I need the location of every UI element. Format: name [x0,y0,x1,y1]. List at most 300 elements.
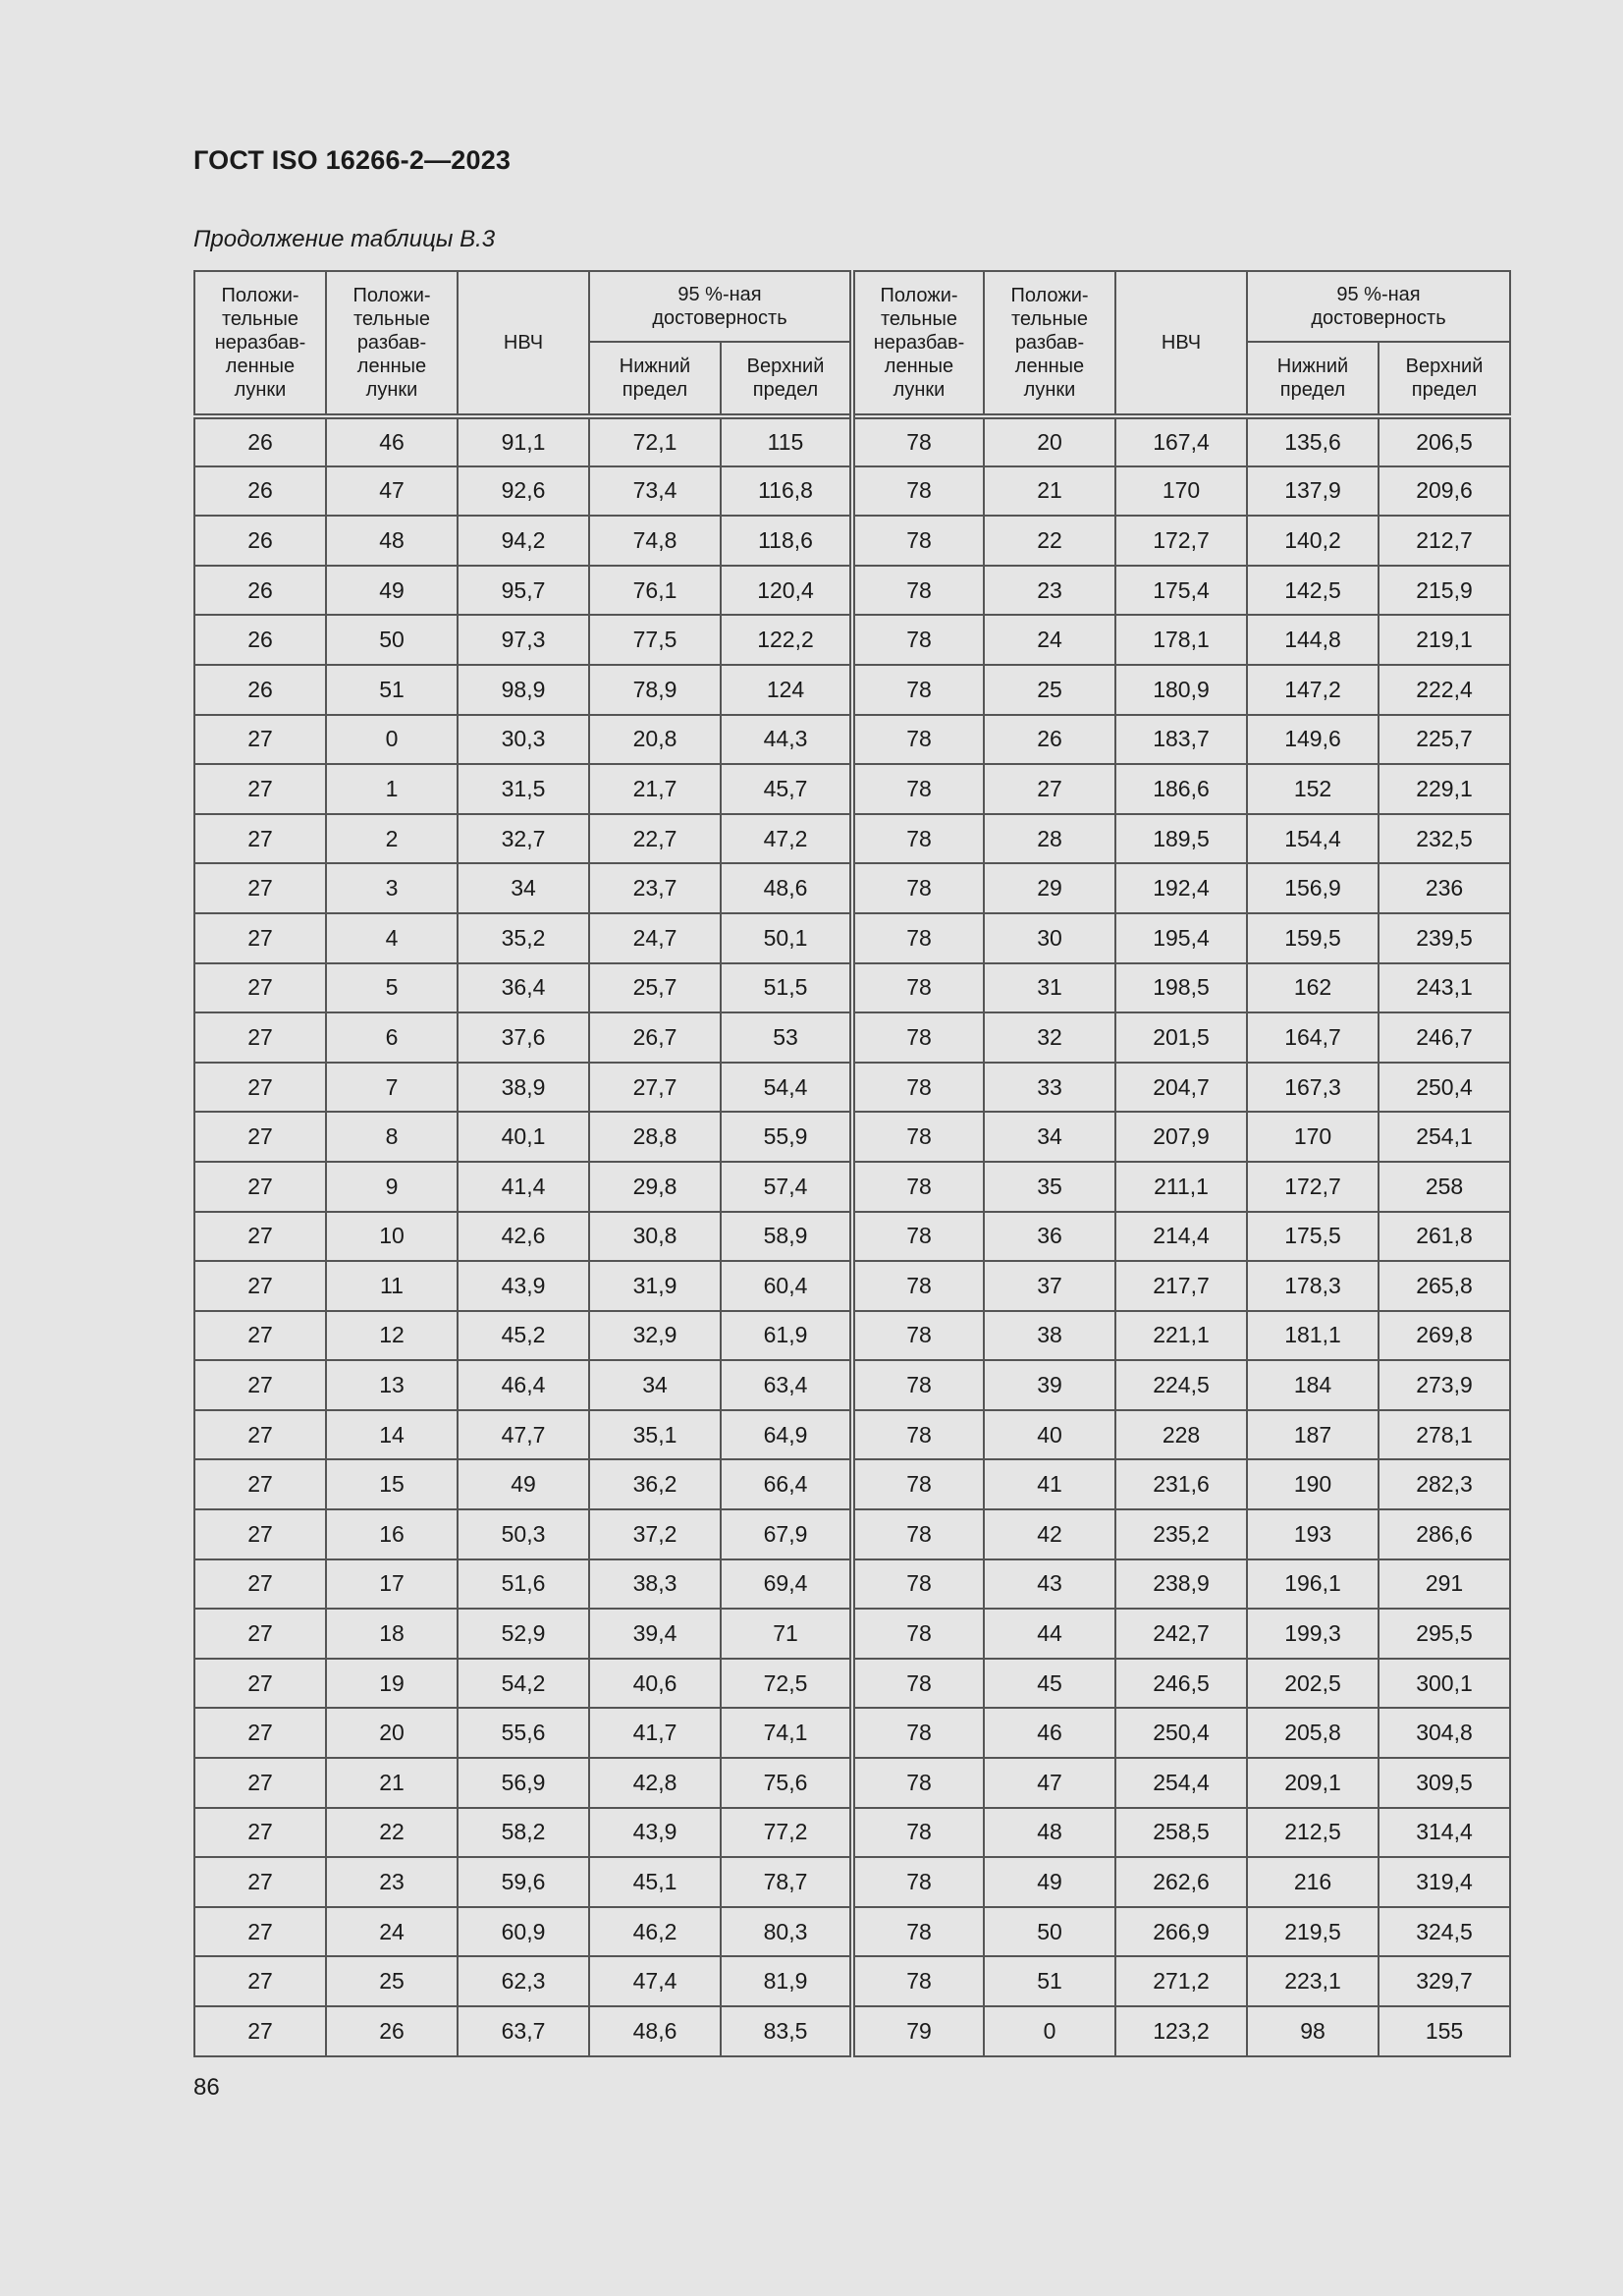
cell-right-lower: 172,7 [1247,1162,1379,1212]
cell-left-mpn: 42,6 [458,1212,589,1262]
cell-left-mpn: 56,9 [458,1758,589,1808]
cell-left-mpn: 58,2 [458,1808,589,1858]
cell-right-diluted: 21 [984,466,1115,517]
cell-right-lower: 178,3 [1247,1261,1379,1311]
cell-left-mpn: 98,9 [458,665,589,715]
cell-left-mpn: 59,6 [458,1857,589,1907]
cell-left-lower: 43,9 [589,1808,721,1858]
cell-left-mpn: 55,6 [458,1708,589,1758]
cell-left-diluted: 0 [326,715,458,765]
cell-right-lower: 156,9 [1247,863,1379,913]
cell-right-lower: 175,5 [1247,1212,1379,1262]
cell-left-lower: 41,7 [589,1708,721,1758]
cell-left-undiluted: 27 [194,1956,326,2006]
table-row [194,1162,1510,1212]
cell-right-lower: 152 [1247,764,1379,814]
cell-right-undiluted: 78 [852,1758,984,1808]
cell-left-diluted: 15 [326,1459,458,1509]
cell-right-mpn: 214,4 [1115,1212,1247,1262]
cell-left-diluted: 48 [326,516,458,566]
cell-right-diluted: 24 [984,615,1115,665]
cell-right-mpn: 235,2 [1115,1509,1247,1559]
header-mpn: НВЧ [458,271,589,416]
cell-left-upper: 69,4 [721,1559,852,1610]
cell-left-diluted: 6 [326,1012,458,1063]
table-row [194,1559,1510,1610]
cell-left-lower: 39,4 [589,1609,721,1659]
cell-left-undiluted: 27 [194,1112,326,1162]
cell-left-diluted: 16 [326,1509,458,1559]
cell-left-upper: 74,1 [721,1708,852,1758]
cell-left-lower: 32,9 [589,1311,721,1361]
cell-right-mpn: 198,5 [1115,963,1247,1013]
cell-right-lower: 190 [1247,1459,1379,1509]
table-row [194,1659,1510,1709]
cell-right-upper: 254,1 [1379,1112,1510,1162]
cell-right-upper: 246,7 [1379,1012,1510,1063]
cell-left-lower: 24,7 [589,913,721,963]
cell-right-lower: 170 [1247,1112,1379,1162]
cell-right-diluted: 43 [984,1559,1115,1610]
cell-left-mpn: 95,7 [458,566,589,616]
cell-right-lower: 142,5 [1247,566,1379,616]
cell-left-lower: 37,2 [589,1509,721,1559]
cell-left-mpn: 37,6 [458,1012,589,1063]
cell-left-lower: 42,8 [589,1758,721,1808]
cell-right-mpn: 204,7 [1115,1063,1247,1113]
header-lower-limit: Нижний предел [589,342,721,416]
cell-left-lower: 25,7 [589,963,721,1013]
cell-right-undiluted: 78 [852,1956,984,2006]
cell-left-upper: 78,7 [721,1857,852,1907]
cell-left-undiluted: 27 [194,1063,326,1113]
table-row [194,1857,1510,1907]
table-row [194,1063,1510,1113]
cell-left-mpn: 63,7 [458,2006,589,2056]
cell-left-undiluted: 27 [194,1311,326,1361]
cell-left-undiluted: 27 [194,1659,326,1709]
cell-right-mpn: 123,2 [1115,2006,1247,2056]
cell-right-upper: 269,8 [1379,1311,1510,1361]
cell-left-diluted: 18 [326,1609,458,1659]
cell-right-lower: 193 [1247,1509,1379,1559]
cell-left-upper: 44,3 [721,715,852,765]
header-confidence-group: 95 %-ная достоверность [589,271,852,342]
cell-right-undiluted: 78 [852,1459,984,1509]
cell-left-lower: 36,2 [589,1459,721,1509]
cell-left-lower: 26,7 [589,1012,721,1063]
table-row [194,1609,1510,1659]
cell-left-upper: 64,9 [721,1410,852,1460]
cell-right-lower: 144,8 [1247,615,1379,665]
cell-left-diluted: 8 [326,1112,458,1162]
cell-left-upper: 58,9 [721,1212,852,1262]
cell-left-mpn: 35,2 [458,913,589,963]
cell-left-diluted: 47 [326,466,458,517]
cell-left-diluted: 11 [326,1261,458,1311]
cell-right-mpn: 217,7 [1115,1261,1247,1311]
cell-left-mpn: 47,7 [458,1410,589,1460]
cell-right-upper: 329,7 [1379,1956,1510,2006]
cell-right-undiluted: 78 [852,1112,984,1162]
cell-right-undiluted: 78 [852,814,984,864]
cell-left-mpn: 40,1 [458,1112,589,1162]
cell-left-undiluted: 26 [194,566,326,616]
cell-left-mpn: 62,3 [458,1956,589,2006]
cell-left-undiluted: 27 [194,913,326,963]
cell-left-undiluted: 27 [194,814,326,864]
data-table [193,270,1511,2057]
cell-right-mpn: 266,9 [1115,1907,1247,1957]
table-row [194,566,1510,616]
cell-left-mpn: 46,4 [458,1360,589,1410]
cell-left-diluted: 24 [326,1907,458,1957]
cell-left-mpn: 43,9 [458,1261,589,1311]
cell-right-undiluted: 78 [852,416,984,466]
cell-left-upper: 80,3 [721,1907,852,1957]
cell-right-upper: 219,1 [1379,615,1510,665]
table-caption: Продолжение таблицы В.3 [193,226,496,252]
cell-right-upper: 265,8 [1379,1261,1510,1311]
cell-right-lower: 187 [1247,1410,1379,1460]
cell-left-undiluted: 27 [194,1708,326,1758]
cell-left-undiluted: 27 [194,1162,326,1212]
cell-left-upper: 54,4 [721,1063,852,1113]
cell-right-mpn: 262,6 [1115,1857,1247,1907]
cell-left-undiluted: 27 [194,1559,326,1610]
cell-right-mpn: 180,9 [1115,665,1247,715]
cell-left-undiluted: 27 [194,963,326,1013]
cell-right-mpn: 258,5 [1115,1808,1247,1858]
cell-right-mpn: 201,5 [1115,1012,1247,1063]
table-row [194,863,1510,913]
header-positive-diluted: Положи- тельные разбав- ленные лунки [326,271,458,416]
cell-right-mpn: 189,5 [1115,814,1247,864]
cell-right-diluted: 48 [984,1808,1115,1858]
header-confidence-group-right: 95 %-ная достоверность [1247,271,1510,342]
cell-right-lower: 137,9 [1247,466,1379,517]
cell-right-upper: 295,5 [1379,1609,1510,1659]
cell-left-upper: 48,6 [721,863,852,913]
cell-left-lower: 23,7 [589,863,721,913]
cell-right-mpn: 195,4 [1115,913,1247,963]
cell-left-mpn: 49 [458,1459,589,1509]
cell-left-diluted: 12 [326,1311,458,1361]
cell-left-diluted: 21 [326,1758,458,1808]
cell-right-undiluted: 78 [852,466,984,517]
cell-left-diluted: 22 [326,1808,458,1858]
cell-left-upper: 51,5 [721,963,852,1013]
cell-left-upper: 75,6 [721,1758,852,1808]
cell-right-mpn: 207,9 [1115,1112,1247,1162]
cell-right-lower: 154,4 [1247,814,1379,864]
cell-right-undiluted: 78 [852,1808,984,1858]
cell-left-lower: 31,9 [589,1261,721,1311]
cell-left-undiluted: 27 [194,764,326,814]
cell-right-undiluted: 78 [852,1857,984,1907]
cell-right-upper: 300,1 [1379,1659,1510,1709]
cell-right-lower: 98 [1247,2006,1379,2056]
cell-left-mpn: 51,6 [458,1559,589,1610]
cell-right-diluted: 47 [984,1758,1115,1808]
cell-right-diluted: 51 [984,1956,1115,2006]
cell-right-lower: 196,1 [1247,1559,1379,1610]
cell-left-undiluted: 27 [194,1459,326,1509]
cell-right-diluted: 25 [984,665,1115,715]
cell-right-undiluted: 78 [852,1012,984,1063]
cell-left-diluted: 23 [326,1857,458,1907]
cell-right-diluted: 45 [984,1659,1115,1709]
table-row [194,516,1510,566]
header-positive-undiluted-right: Положи- тельные неразбав- ленные лунки [852,271,984,416]
cell-right-upper: 155 [1379,2006,1510,2056]
cell-left-upper: 83,5 [721,2006,852,2056]
cell-right-lower: 184 [1247,1360,1379,1410]
cell-left-diluted: 20 [326,1708,458,1758]
cell-left-upper: 47,2 [721,814,852,864]
cell-right-upper: 304,8 [1379,1708,1510,1758]
cell-right-lower: 162 [1247,963,1379,1013]
cell-left-mpn: 30,3 [458,715,589,765]
table-row [194,715,1510,765]
cell-left-diluted: 46 [326,416,458,466]
cell-right-undiluted: 78 [852,1063,984,1113]
cell-right-lower: 199,3 [1247,1609,1379,1659]
cell-left-undiluted: 27 [194,1857,326,1907]
cell-left-diluted: 14 [326,1410,458,1460]
cell-left-undiluted: 27 [194,1509,326,1559]
cell-left-mpn: 36,4 [458,963,589,1013]
table-row [194,1459,1510,1509]
header-positive-diluted-right: Положи- тельные разбав- ленные лунки [984,271,1115,416]
cell-right-lower: 159,5 [1247,913,1379,963]
cell-left-upper: 53 [721,1012,852,1063]
header-positive-undiluted: Положи- тельные неразбав- ленные лунки [194,271,326,416]
cell-left-undiluted: 27 [194,1907,326,1957]
table-row [194,665,1510,715]
table-row [194,1956,1510,2006]
cell-right-diluted: 32 [984,1012,1115,1063]
cell-left-diluted: 2 [326,814,458,864]
cell-left-lower: 73,4 [589,466,721,517]
cell-right-diluted: 50 [984,1907,1115,1957]
cell-left-upper: 81,9 [721,1956,852,2006]
cell-left-lower: 74,8 [589,516,721,566]
cell-right-upper: 278,1 [1379,1410,1510,1460]
cell-left-diluted: 7 [326,1063,458,1113]
cell-left-diluted: 13 [326,1360,458,1410]
cell-right-mpn: 221,1 [1115,1311,1247,1361]
cell-right-undiluted: 79 [852,2006,984,2056]
cell-right-mpn: 254,4 [1115,1758,1247,1808]
cell-right-undiluted: 78 [852,715,984,765]
cell-left-mpn: 34 [458,863,589,913]
cell-left-lower: 27,7 [589,1063,721,1113]
cell-right-lower: 202,5 [1247,1659,1379,1709]
cell-left-diluted: 10 [326,1212,458,1262]
cell-left-diluted: 4 [326,913,458,963]
cell-left-lower: 72,1 [589,416,721,466]
cell-left-undiluted: 26 [194,466,326,517]
cell-right-upper: 319,4 [1379,1857,1510,1907]
cell-right-upper: 206,5 [1379,416,1510,466]
cell-right-lower: 205,8 [1247,1708,1379,1758]
cell-left-diluted: 1 [326,764,458,814]
cell-left-mpn: 38,9 [458,1063,589,1113]
cell-right-undiluted: 78 [852,1261,984,1311]
table-row [194,963,1510,1013]
cell-right-upper: 291 [1379,1559,1510,1610]
cell-left-lower: 40,6 [589,1659,721,1709]
cell-left-mpn: 52,9 [458,1609,589,1659]
cell-right-upper: 273,9 [1379,1360,1510,1410]
cell-left-undiluted: 26 [194,416,326,466]
table-row [194,615,1510,665]
cell-right-lower: 212,5 [1247,1808,1379,1858]
cell-left-lower: 47,4 [589,1956,721,2006]
cell-left-upper: 45,7 [721,764,852,814]
table-row [194,1112,1510,1162]
cell-right-diluted: 39 [984,1360,1115,1410]
cell-left-diluted: 51 [326,665,458,715]
cell-right-mpn: 211,1 [1115,1162,1247,1212]
cell-left-diluted: 26 [326,2006,458,2056]
cell-left-lower: 34 [589,1360,721,1410]
cell-right-undiluted: 78 [852,516,984,566]
cell-right-undiluted: 78 [852,566,984,616]
cell-right-undiluted: 78 [852,1609,984,1659]
cell-right-upper: 236 [1379,863,1510,913]
cell-right-upper: 261,8 [1379,1212,1510,1262]
cell-left-upper: 124 [721,665,852,715]
cell-left-mpn: 91,1 [458,416,589,466]
cell-left-lower: 48,6 [589,2006,721,2056]
cell-left-diluted: 50 [326,615,458,665]
cell-left-undiluted: 26 [194,516,326,566]
cell-right-lower: 140,2 [1247,516,1379,566]
cell-left-lower: 78,9 [589,665,721,715]
cell-left-diluted: 49 [326,566,458,616]
cell-left-lower: 46,2 [589,1907,721,1957]
cell-right-undiluted: 78 [852,1360,984,1410]
cell-left-lower: 76,1 [589,566,721,616]
cell-left-diluted: 9 [326,1162,458,1212]
cell-left-lower: 30,8 [589,1212,721,1262]
cell-right-upper: 250,4 [1379,1063,1510,1113]
cell-right-upper: 314,4 [1379,1808,1510,1858]
table-body [194,416,1510,2056]
cell-right-mpn: 172,7 [1115,516,1247,566]
cell-left-upper: 63,4 [721,1360,852,1410]
table-row [194,1212,1510,1262]
cell-left-upper: 71 [721,1609,852,1659]
cell-right-diluted: 31 [984,963,1115,1013]
document-header: ГОСТ ISO 16266-2—2023 [193,145,512,175]
cell-left-mpn: 92,6 [458,466,589,517]
cell-left-undiluted: 27 [194,1410,326,1460]
cell-right-mpn: 175,4 [1115,566,1247,616]
cell-right-undiluted: 78 [852,665,984,715]
cell-right-mpn: 192,4 [1115,863,1247,913]
cell-left-upper: 115 [721,416,852,466]
cell-left-diluted: 17 [326,1559,458,1610]
cell-right-undiluted: 78 [852,913,984,963]
cell-left-upper: 50,1 [721,913,852,963]
cell-right-lower: 164,7 [1247,1012,1379,1063]
cell-left-upper: 60,4 [721,1261,852,1311]
table-row [194,1360,1510,1410]
cell-left-mpn: 32,7 [458,814,589,864]
cell-left-lower: 38,3 [589,1559,721,1610]
cell-right-mpn: 186,6 [1115,764,1247,814]
cell-right-undiluted: 78 [852,1907,984,1957]
cell-right-undiluted: 78 [852,1559,984,1610]
cell-right-lower: 149,6 [1247,715,1379,765]
cell-right-undiluted: 78 [852,615,984,665]
cell-right-diluted: 20 [984,416,1115,466]
cell-right-upper: 286,6 [1379,1509,1510,1559]
cell-left-diluted: 25 [326,1956,458,2006]
cell-left-undiluted: 27 [194,2006,326,2056]
cell-right-diluted: 0 [984,2006,1115,2056]
cell-right-lower: 219,5 [1247,1907,1379,1957]
table-row [194,466,1510,517]
cell-right-mpn: 224,5 [1115,1360,1247,1410]
cell-right-upper: 212,7 [1379,516,1510,566]
cell-left-mpn: 45,2 [458,1311,589,1361]
table-row [194,1012,1510,1063]
cell-left-upper: 122,2 [721,615,852,665]
cell-left-lower: 21,7 [589,764,721,814]
cell-right-diluted: 28 [984,814,1115,864]
cell-right-upper: 243,1 [1379,963,1510,1013]
cell-right-lower: 135,6 [1247,416,1379,466]
cell-right-lower: 223,1 [1247,1956,1379,2006]
cell-right-undiluted: 78 [852,863,984,913]
cell-right-mpn: 178,1 [1115,615,1247,665]
cell-left-undiluted: 27 [194,863,326,913]
cell-left-mpn: 31,5 [458,764,589,814]
cell-right-undiluted: 78 [852,764,984,814]
cell-left-lower: 28,8 [589,1112,721,1162]
cell-right-undiluted: 78 [852,1212,984,1262]
cell-right-undiluted: 78 [852,1659,984,1709]
cell-right-upper: 324,5 [1379,1907,1510,1957]
cell-right-mpn: 167,4 [1115,416,1247,466]
cell-right-upper: 258 [1379,1162,1510,1212]
cell-right-upper: 309,5 [1379,1758,1510,1808]
cell-right-undiluted: 78 [852,963,984,1013]
cell-left-mpn: 50,3 [458,1509,589,1559]
cell-right-upper: 222,4 [1379,665,1510,715]
cell-right-diluted: 33 [984,1063,1115,1113]
cell-right-upper: 209,6 [1379,466,1510,517]
cell-left-undiluted: 27 [194,1808,326,1858]
cell-left-upper: 66,4 [721,1459,852,1509]
cell-left-diluted: 19 [326,1659,458,1709]
cell-left-mpn: 41,4 [458,1162,589,1212]
cell-right-diluted: 49 [984,1857,1115,1907]
cell-right-diluted: 23 [984,566,1115,616]
header-mpn-right: НВЧ [1115,271,1247,416]
table-row [194,1410,1510,1460]
cell-right-diluted: 44 [984,1609,1115,1659]
cell-right-mpn: 238,9 [1115,1559,1247,1610]
cell-right-lower: 147,2 [1247,665,1379,715]
cell-left-undiluted: 27 [194,1212,326,1262]
cell-left-upper: 72,5 [721,1659,852,1709]
cell-left-lower: 45,1 [589,1857,721,1907]
